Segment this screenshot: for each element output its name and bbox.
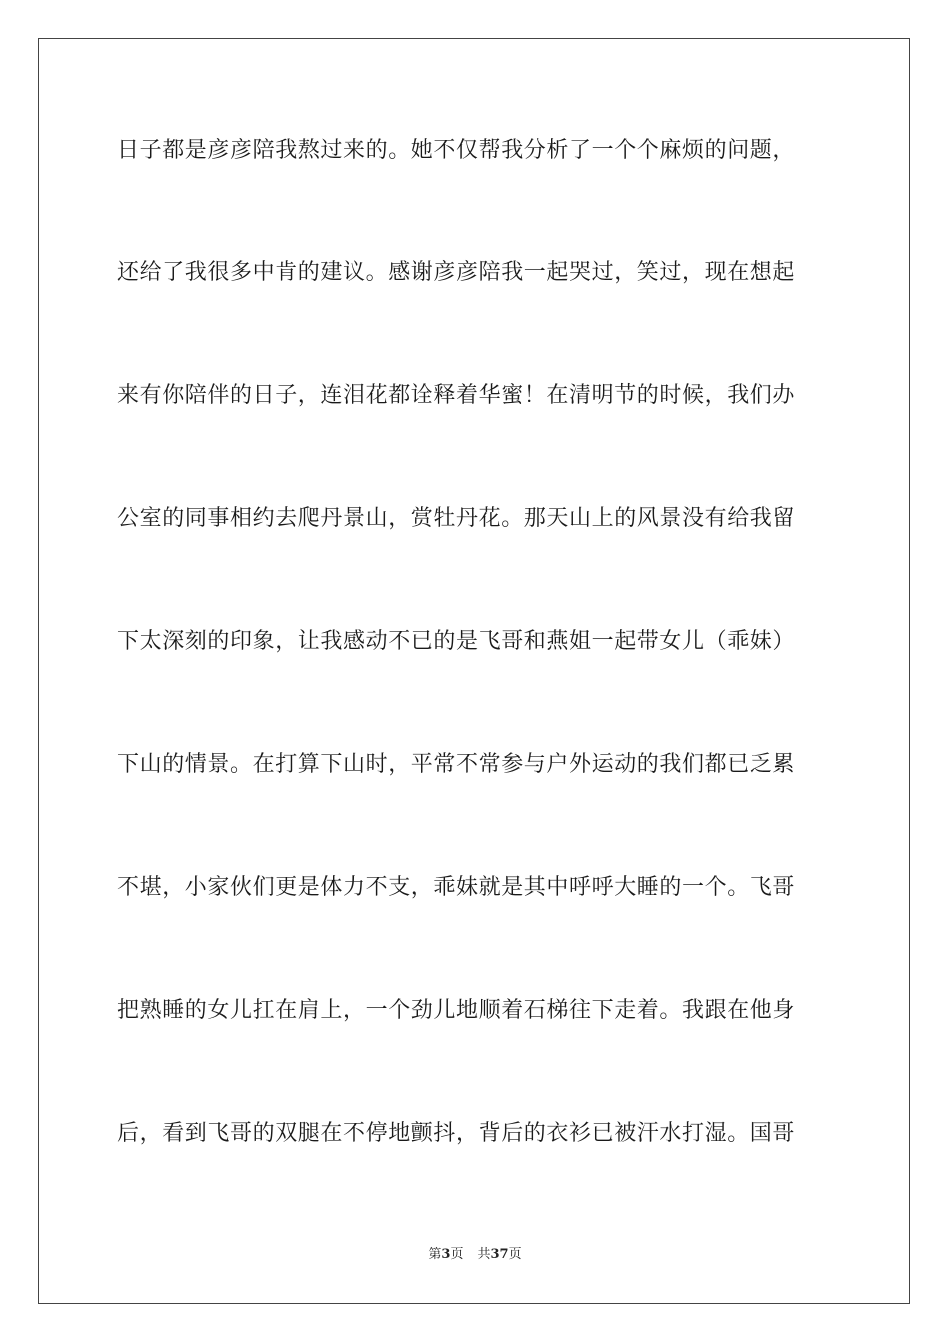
text-line-7: 不堪，小家伙们更是体力不支，乖妹就是其中呼呼大睡的一个。飞哥	[117, 875, 796, 900]
text-line-8: 把熟睡的女儿扛在肩上，一个劲儿地顺着石梯往下走着。我跟在他身	[117, 998, 796, 1023]
page-suffix: 页	[450, 1247, 464, 1262]
page-border	[38, 38, 910, 1304]
text-line-9: 后，看到飞哥的双腿在不停地颤抖，背后的衣衫已被汗水打湿。国哥	[117, 1121, 796, 1146]
total-suffix: 页	[508, 1247, 522, 1262]
total-pages: 37	[490, 1247, 509, 1262]
total-prefix: 共	[477, 1247, 491, 1262]
text-line-4: 公室的同事相约去爬丹景山，赏牡丹花。那天山上的风景没有给我留	[117, 506, 796, 531]
text-line-3: 来有你陪伴的日子，连泪花都诠释着华蜜！在清明节的时候，我们办	[117, 383, 796, 408]
text-line-5: 下太深刻的印象，让我感动不已的是飞哥和燕姐一起带女儿（乖妹）	[117, 629, 796, 654]
page-prefix: 第	[428, 1247, 442, 1262]
text-line-6: 下山的情景。在打算下山时，平常不常参与户外运动的我们都已乏累	[117, 752, 796, 777]
page-footer	[0, 1246, 950, 1264]
text-line-2: 还给了我很多中肯的建议。感谢彦彦陪我一起哭过，笑过，现在想起	[117, 260, 796, 285]
page-number: 3	[441, 1247, 451, 1262]
text-line-1: 日子都是彦彦陪我熬过来的。她不仅帮我分析了一个个麻烦的问题，	[117, 138, 796, 163]
